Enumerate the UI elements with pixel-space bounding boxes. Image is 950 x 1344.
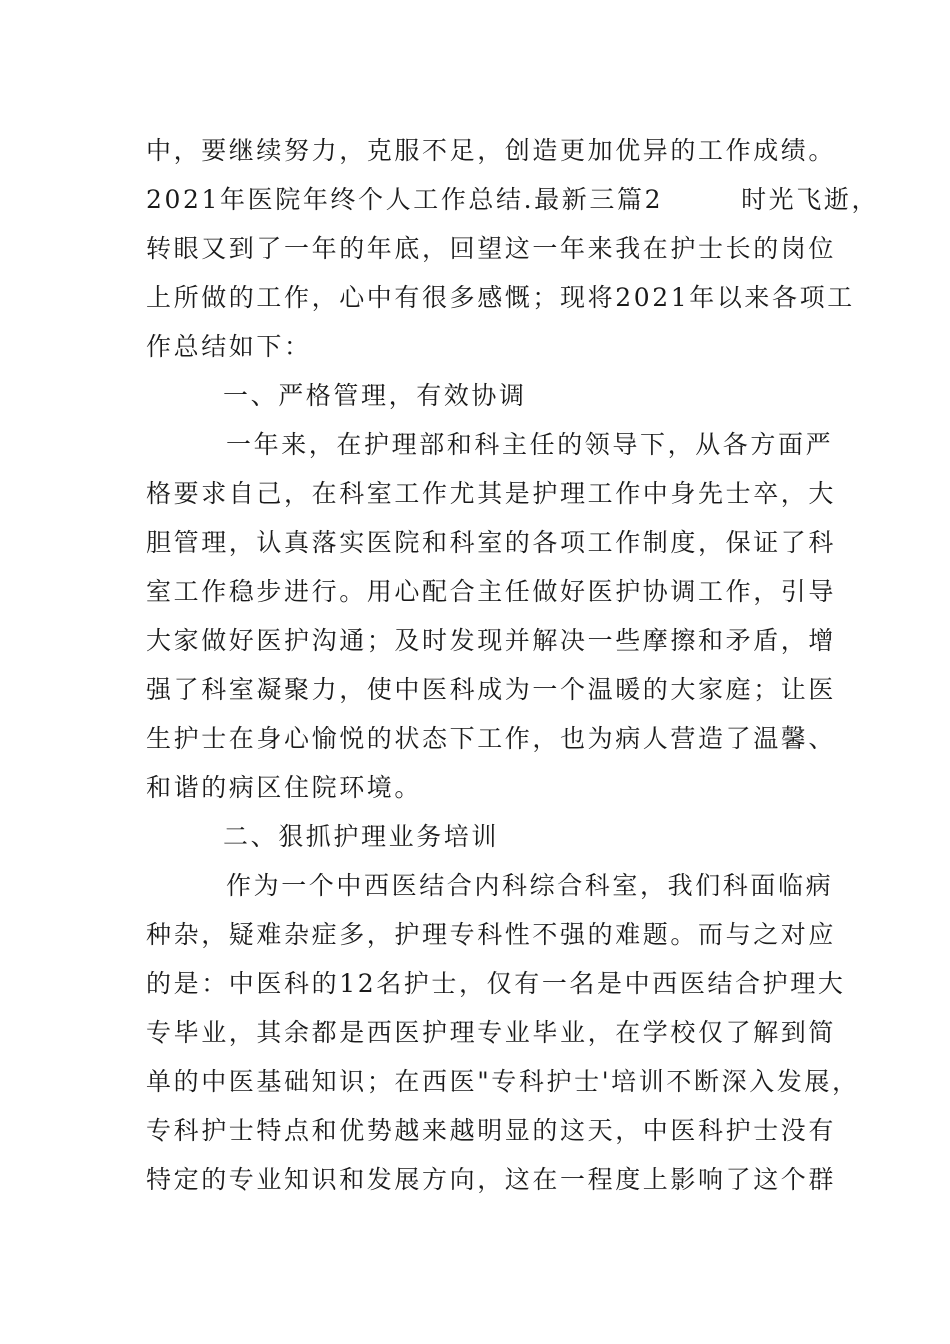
text-line: 专毕业，其余都是西医护理专业毕业，在学校仅了解到简	[146, 1018, 837, 1047]
text-line: 转眼又到了一年的年底，回望这一年来我在护士长的岗位	[146, 234, 837, 263]
article-title: 2021年医院年终个人工作总结.最新三篇2	[146, 185, 664, 214]
section-heading: 二、狠抓护理业务培训	[223, 822, 500, 851]
text-line: 一年来，在护理部和科主任的领导下，从各方面严	[226, 430, 834, 459]
text-fragment: 时光飞逝，	[741, 185, 880, 214]
text-line: 室工作稳步进行。用心配合主任做好医护协调工作，引导	[146, 577, 837, 606]
text-line: 中，要继续努力，克服不足，创造更加优异的工作成绩。	[146, 136, 837, 165]
text-line: 格要求自己，在科室工作尤其是护理工作中身先士卒，大	[146, 479, 837, 508]
text-line: 作总结如下：	[146, 332, 312, 361]
text-line: 特定的专业知识和发展方向，这在一程度上影响了这个群	[146, 1165, 837, 1194]
text-line: 上所做的工作，心中有很多感慨；现将2021年以来各项工	[146, 283, 855, 312]
document-body	[146, 126, 880, 1204]
text-line-title	[146, 175, 880, 224]
text-line: 和谐的病区住院环境。	[146, 773, 423, 802]
text-line: 胆管理，认真落实医院和科室的各项工作制度，保证了科	[146, 528, 837, 557]
text-line: 作为一个中西医结合内科综合科室，我们科面临病	[226, 871, 834, 900]
text-line: 强了科室凝聚力，使中医科成为一个温暖的大家庭；让医	[146, 675, 837, 704]
text-line: 专科护士特点和优势越来越明显的这天，中医科护士没有	[146, 1116, 837, 1145]
text-line: 种杂，疑难杂症多，护理专科性不强的难题。而与之对应	[146, 920, 837, 949]
text-line: 生护士在身心愉悦的状态下工作，也为病人营造了温馨、	[146, 724, 837, 753]
text-line: 的是：中医科的12名护士，仅有一名是中西医结合护理大	[146, 969, 846, 998]
section-heading: 一、严格管理，有效协调	[223, 381, 527, 410]
text-line: 大家做好医护沟通；及时发现并解决一些摩擦和矛盾，增	[146, 626, 837, 655]
text-line: 单的中医基础知识；在西医"专科护士'培训不断深入发展，	[146, 1067, 860, 1096]
